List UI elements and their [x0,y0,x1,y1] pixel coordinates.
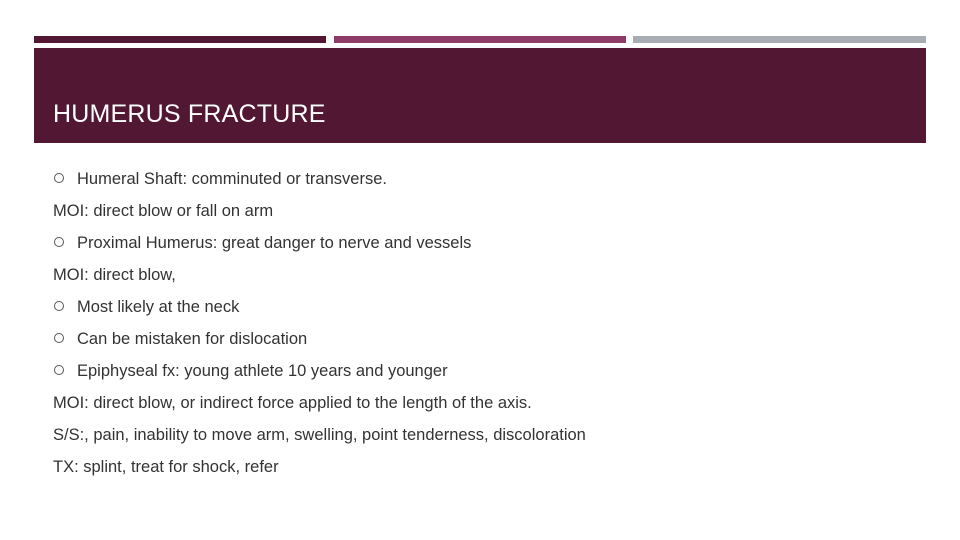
text-line [53,421,913,453]
text-line [53,389,913,421]
bullet-item [53,165,913,197]
hollow-circle-bullet-icon [54,237,64,247]
bullet-item-text: Humeral Shaft: comminuted or transverse. [77,170,387,188]
hollow-circle-bullet-icon [54,173,64,183]
bullet-item [53,325,913,357]
bullet-item [53,293,913,325]
bullet-item-text: Can be mistaken for dislocation [77,330,308,348]
text-line-text: MOI: direct blow, or indirect force applied to the length of the axis. [53,394,532,412]
accent-bar-middle [334,36,626,43]
bullet-item-text: Epiphyseal fx: young athlete 10 years and younger [77,362,448,380]
text-line [53,453,913,485]
bullet-item-text: Most likely at the neck [77,298,240,316]
hollow-circle-bullet-icon [54,365,64,375]
bullet-item [53,357,913,389]
slide-title: HUMERUS FRACTURE [53,100,326,128]
accent-bar-left [34,36,326,43]
text-line [53,197,913,229]
title-band [34,48,926,143]
text-line [53,261,913,293]
text-line-text: TX: splint, treat for shock, refer [53,458,279,476]
text-line-text: MOI: direct blow or fall on arm [53,202,274,220]
bullet-item-text: Proximal Humerus: great danger to nerve and vessels [77,234,472,252]
accent-bar-right [633,36,926,43]
hollow-circle-bullet-icon [54,333,64,343]
text-line-text: MOI: direct blow, [53,266,176,284]
hollow-circle-bullet-icon [54,301,64,311]
text-line-text: S/S:, pain, inability to move arm, swelling, point tenderness, discoloration [53,426,586,444]
slide-content [53,165,913,485]
bullet-item [53,229,913,261]
